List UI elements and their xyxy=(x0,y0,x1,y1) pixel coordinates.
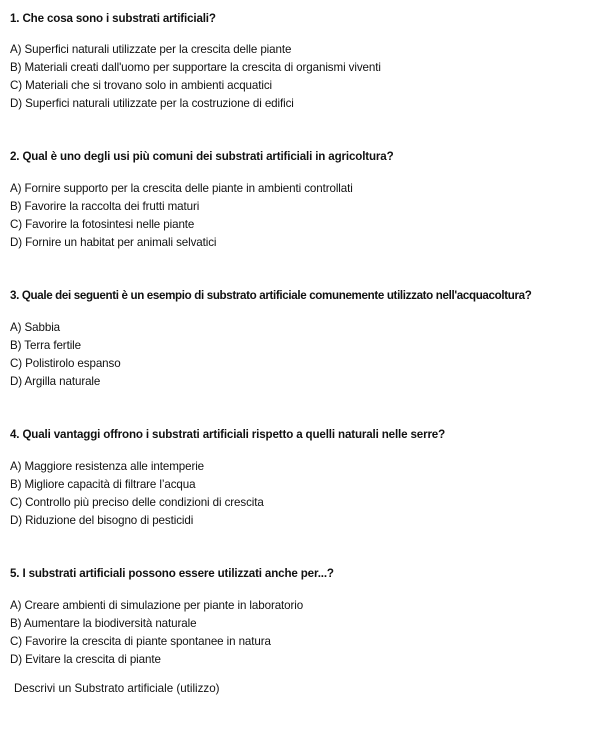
question-3-option-d: D) Argilla naturale xyxy=(10,375,101,388)
question-3-title: 3. Quale dei seguenti è un esempio di substrato artificiale comunemente utilizzato nell'acquacoltura? xyxy=(10,289,532,302)
question-4-title: 4. Quali vantaggi offrono i substrati artificiali rispetto a quelli naturali nelle serre? xyxy=(10,428,446,441)
question-4-option-c: C) Controllo più preciso delle condizioni di crescita xyxy=(10,496,264,509)
question-2-option-a: A) Fornire supporto per la crescita delle piante in ambienti controllati xyxy=(10,182,353,195)
question-3-option-b: B) Terra fertile xyxy=(10,339,81,352)
question-5-option-a: A) Creare ambienti di simulazione per piante in laboratorio xyxy=(10,599,304,612)
question-1-option-a: A) Superfici naturali utilizzate per la crescita delle piante xyxy=(10,43,292,56)
question-4-option-b: B) Migliore capacità di filtrare l’acqua xyxy=(10,478,196,491)
question-5-title: 5. I substrati artificiali possono essere utilizzati anche per...? xyxy=(10,567,334,580)
question-4-option-d: D) Riduzione del bisogno di pesticidi xyxy=(10,514,194,527)
open-question-prompt: Descrivi un Substrato artificiale (utilizzo) xyxy=(14,682,220,695)
question-5-option-b: B) Aumentare la biodiversità naturale xyxy=(10,617,197,630)
question-5-option-d: D) Evitare la crescita di piante xyxy=(10,653,161,666)
question-2-option-d: D) Fornire un habitat per animali selvatici xyxy=(10,236,217,249)
question-3-option-a: A) Sabbia xyxy=(10,321,61,334)
question-1-option-d: D) Superfici naturali utilizzate per la costruzione di edifici xyxy=(10,97,294,110)
question-1-title: 1. Che cosa sono i substrati artificiali? xyxy=(10,12,216,25)
question-2-title: 2. Qual è uno degli usi più comuni dei substrati artificiali in agricoltura? xyxy=(10,150,394,163)
question-4-option-a: A) Maggiore resistenza alle intemperie xyxy=(10,460,205,473)
question-1-option-b: B) Materiali creati dall'uomo per supportare la crescita di organismi viventi xyxy=(10,61,381,74)
question-2-option-b: B) Favorire la raccolta dei frutti maturi xyxy=(10,200,200,213)
question-3-option-c: C) Polistirolo espanso xyxy=(10,357,121,370)
question-1-option-c: C) Materiali che si trovano solo in ambienti acquatici xyxy=(10,79,273,92)
question-2-option-c: C) Favorire la fotosintesi nelle piante xyxy=(10,218,195,231)
question-5-option-c: C) Favorire la crescita di piante spontanee in natura xyxy=(10,635,271,648)
